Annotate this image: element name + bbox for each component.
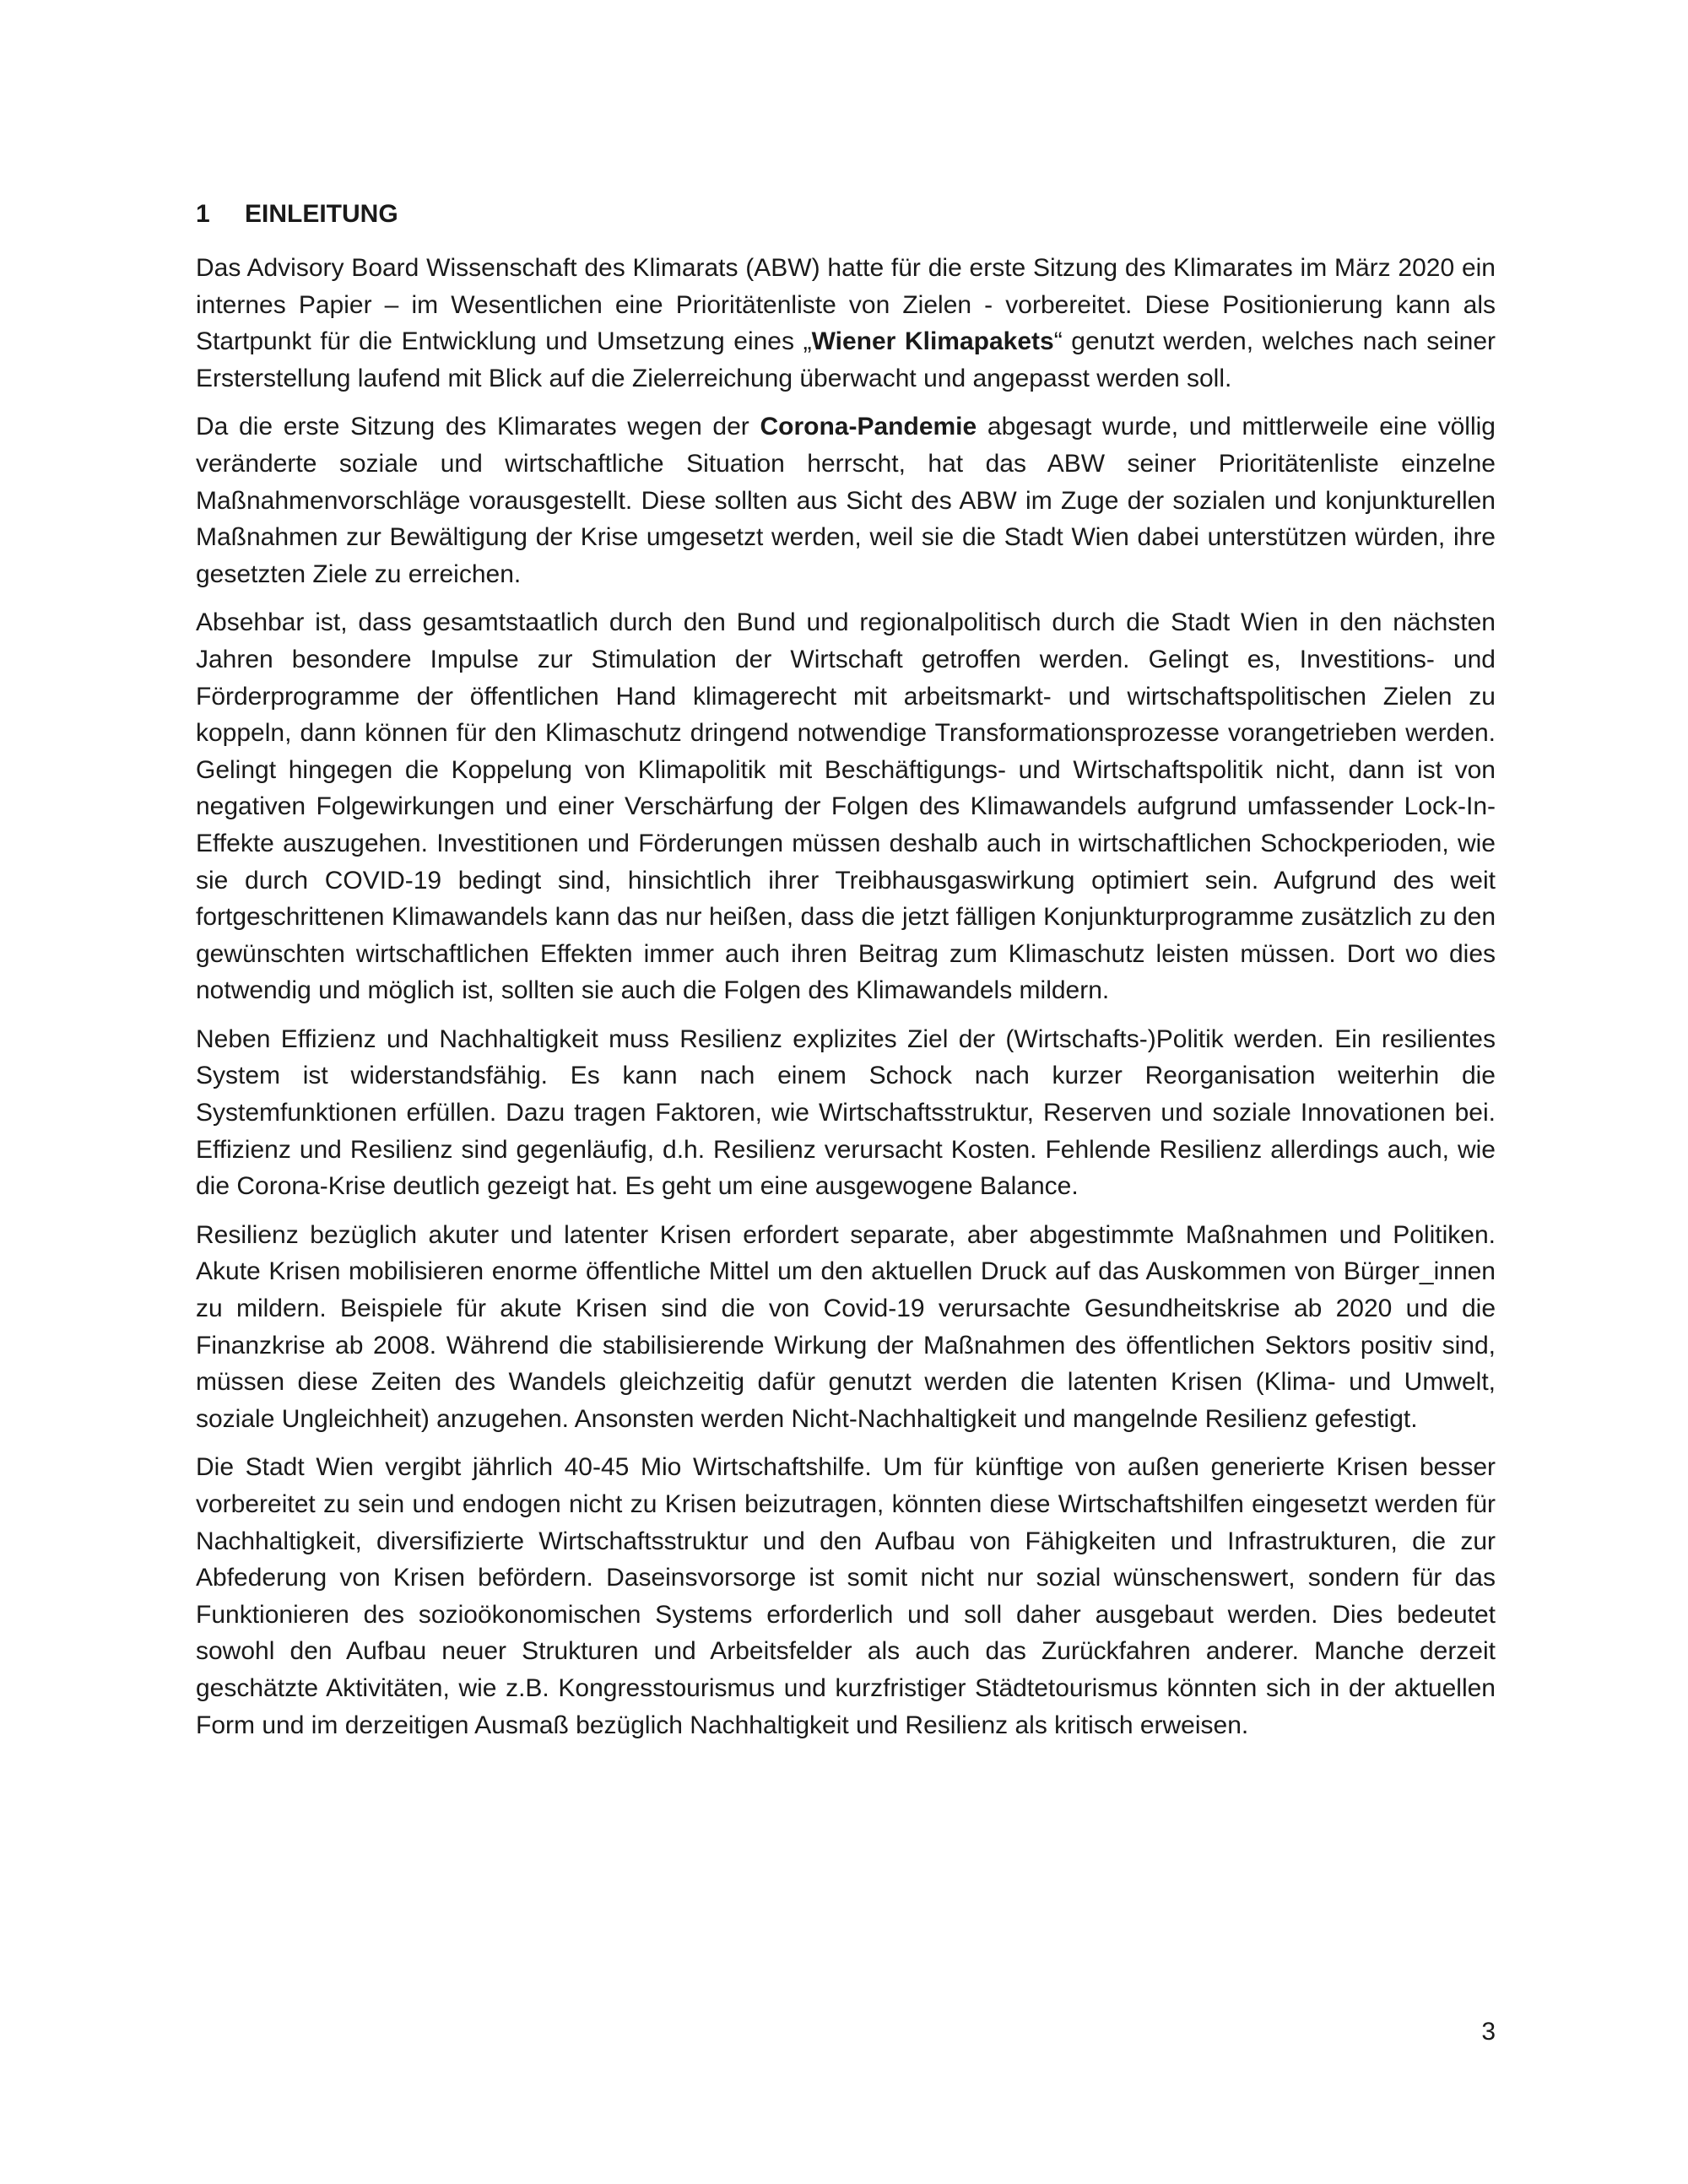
paragraph-1-text-a: Das Advisory Board Wissenschaft des Klimarats (ABW) hatte für die erste Sitzung des Klimarates im März 2020 ein internes Papier – im Wesentlichen eine Prioritätenliste von Zielen - vorbereitet. Diese Positionierung kann als Startpunkt für die Entwicklung und Umsetzung eines „	[196, 254, 1496, 356]
paragraph-5: Resilienz bezüglich akuter und latenter Krisen erfordert separate, aber abgestimmte Maßnahmen und Politiken. Akute Krisen mobilisieren enorme öffentliche Mittel um den aktuellen Druck auf das Auskommen von Bürger_innen zu mildern. Beispiele für akute Krisen sind die von Covid-19 verursachte Gesundheitskrise ab 2020 und die Finanzkrise ab 2008. Während die stabilisierende Wirkung der Maßnahmen des öffentlichen Sektors positiv sind, müssen diese Zeiten des Wandels gleichzeitig dafür genutzt werden die latenten Krisen (Klima- und Umwelt, soziale Ungleichheit) anzugehen. Ansonsten werden Nicht-Nachhaltigkeit und mangelnde Resilienz gefestigt.	[196, 1220, 1496, 1433]
page-content	[196, 196, 1496, 1755]
paragraph-1-bold-term: Wiener Klimapakets	[811, 327, 1054, 356]
paragraph-1	[196, 250, 1496, 397]
section-heading	[196, 196, 1496, 233]
paragraph-1-text-b: “ genutzt werden, welches nach seiner Ersterstellung laufend mit Blick auf die Zielerreichung überwacht und angepasst werden soll.	[196, 327, 1496, 392]
section-title: EINLEITUNG	[245, 200, 398, 228]
section-number: 1	[196, 200, 210, 228]
paragraph-4: Neben Effizienz und Nachhaltigkeit muss Resilienz explizites Ziel der (Wirtschafts-)Politik werden. Ein resilientes System ist widerstandsfähig. Es kann nach einem Schock nach kurzer Reorganisation weiterhin die Systemfunktionen erfüllen. Dazu tragen Faktoren, wie Wirtschaftsstruktur, Reserven und soziale Innovationen bei. Effizienz und Resilienz sind gegenläufig, d.h. Resilienz verursacht Kosten. Fehlende Resilienz allerdings auch, wie die Corona-Krise deutlich gezeigt hat. Es geht um eine ausgewogene Balance.	[196, 1024, 1496, 1201]
page-number: 3	[1481, 2018, 1496, 2046]
paragraph-3: Absehbar ist, dass gesamtstaatlich durch den Bund und regionalpolitisch durch die Stadt Wien in den nächsten Jahren besondere Impulse zur Stimulation der Wirtschaft getroffen werden. Gelingt es, Investitions- und Förderprogramme der öffentlichen Hand klimagerecht mit arbeitsmarkt- und wirtschaftspolitischen Zielen zu koppeln, dann können für den Klimaschutz dringend notwendige Transformationsprozesse vorangetrieben werden. Gelingt hingegen die Koppelung von Klimapolitik mit Beschäftigungs- und Wirtschaftspolitik nicht, dann ist von negativen Folgewirkungen und einer Verschärfung der Folgen des Klimawandels aufgrund umfassender Lock-In-Effekte auszugehen. Investitionen und Förderungen müssen deshalb auch in wirtschaftlichen Schockperioden, wie sie durch COVID-19 bedingt sind, hinsichtlich ihrer Treibhausgaswirkung optimiert sein. Aufgrund des weit fortgeschrittenen Klimawandels kann das nur heißen, dass die jetzt fälligen Konjunkturprogramme zusätzlich zu den gewünschten wirtschaftlichen Effekten immer auch ihren Beitrag zum Klimaschutz leisten müssen. Dort wo dies notwendig und möglich ist, sollten sie auch die Folgen des Klimawandels mildern.	[196, 608, 1496, 1005]
paragraph-2-text-a: Da die erste Sitzung des Klimarates wegen der	[196, 413, 760, 441]
paragraph-6: Die Stadt Wien vergibt jährlich 40-45 Mio Wirtschaftshilfe. Um für künftige von außen generierte Krisen besser vorbereitet zu sein und endogen nicht zu Krisen beizutragen, könnten diese Wirtschaftshilfen eingesetzt werden für Nachhaltigkeit, diversifizierte Wirtschaftsstruktur und den Aufbau von Fähigkeiten und Infrastrukturen, die zur Abfederung von Krisen befördern. Daseinsvorsorge ist somit nicht nur sozial wünschenswert, sondern für das Funktionieren des sozioökonomischen Systems erforderlich und soll daher ausgebaut werden. Dies bedeutet sowohl den Aufbau neuer Strukturen und Arbeitsfelder als auch das Zurückfahren anderer. Manche derzeit geschätzte Aktivitäten, wie z.B. Kongresstourismus und kurzfristiger Städtetourismus könnten sich in der aktuellen Form und im derzeitigen Ausmaß bezüglich Nachhaltigkeit und Resilienz als kritisch erweisen.	[196, 1453, 1496, 1739]
paragraph-2-text-b: abgesagt wurde, und mittlerweile eine völlig veränderte soziale und wirtschaftliche Situation herrscht, hat das ABW seiner Prioritätenliste einzelne Maßnahmenvorschläge vorausgestellt. Diese sollten aus Sicht des ABW im Zuge der sozialen und konjunkturellen Maßnahmen zur Bewältigung der Krise umgesetzt werden, weil sie die Stadt Wien dabei unterstützen würden, ihre gesetzten Ziele zu erreichen.	[196, 413, 1496, 588]
paragraph-2	[196, 408, 1496, 592]
paragraph-2-bold-term: Corona-Pandemie	[760, 413, 977, 441]
